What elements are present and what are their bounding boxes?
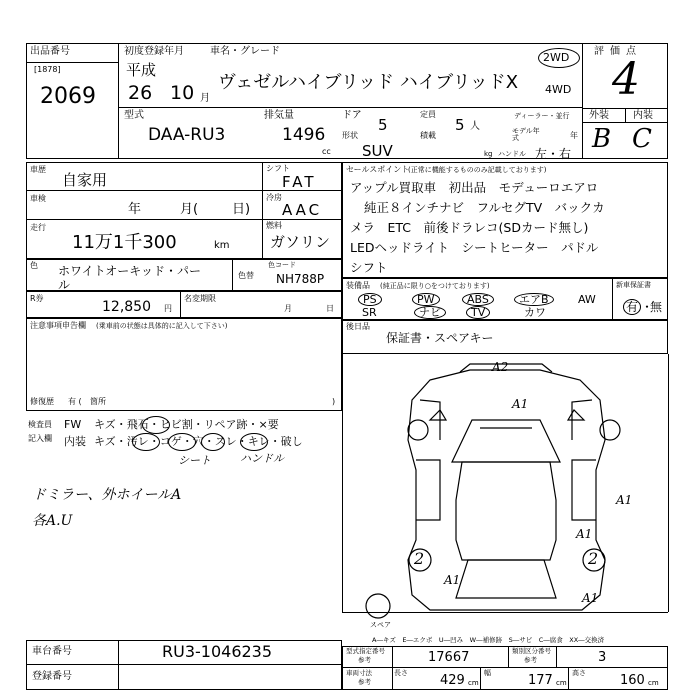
equip-abs: ABS xyxy=(462,293,494,306)
sales-points-label: セールスポイント xyxy=(346,165,410,174)
inspect-label-1: 検査員 xyxy=(28,420,52,429)
mark-a1-left-rear: A1 xyxy=(444,573,461,587)
equip-leather: カワ xyxy=(524,306,546,319)
mileage-unit: km xyxy=(214,240,230,251)
sales-point-line-5: シフト xyxy=(350,260,388,275)
warranty-dot: ・ xyxy=(641,300,654,314)
equip-tv: TV xyxy=(466,306,490,319)
steering-value: 左・右 xyxy=(535,147,572,161)
lot-sub-number: [1878] xyxy=(34,65,61,74)
inspect-fw-label: FW xyxy=(64,418,82,431)
name-change-day-unit: 日 xyxy=(326,304,334,313)
mark-a2: A2 xyxy=(492,360,509,374)
usage-label: 車歴 xyxy=(30,165,46,174)
warranty-yes: 有 xyxy=(623,299,641,315)
dealer-import-label: ディーラー・並行 xyxy=(514,112,570,120)
wheel-2-right: 2 xyxy=(588,549,599,568)
inspection-month-unit: 月( xyxy=(180,202,199,217)
hand-handle: ハンドル xyxy=(240,452,284,465)
equip-navi: ナビ xyxy=(414,306,446,319)
dimensions-ref: 参考 xyxy=(358,678,371,686)
recycle-value: 12,850 xyxy=(102,299,151,315)
exterior-value: B xyxy=(592,124,612,154)
height-value: 160 xyxy=(620,673,645,688)
shift-value: FAT xyxy=(282,173,317,191)
mark-a1-right-front: A1 xyxy=(616,493,633,507)
wheel-2-left: 2 xyxy=(414,549,425,568)
mileage-value: 11万1千300 xyxy=(72,232,177,253)
warranty-no: 無 xyxy=(650,300,663,314)
color-value-line2: ル xyxy=(58,278,71,292)
repair-close: ) xyxy=(332,397,336,406)
height-label: 高さ xyxy=(572,669,586,677)
repair-value: 有 ( xyxy=(68,397,82,406)
type-designation-value: 17667 xyxy=(428,650,470,665)
equipment-note: (純正品に限り○をつけております) xyxy=(380,282,490,290)
spare-label: スペア xyxy=(370,621,391,629)
equip-aw: AW xyxy=(578,293,596,306)
hand-seat: シート xyxy=(178,454,211,467)
recycle-unit: 円 xyxy=(164,304,172,313)
attachments-label: 後日品 xyxy=(346,322,370,331)
inspect-in-items: キズ・汚レ・コゲ・穴・スレ・キレ・破し xyxy=(94,435,303,448)
load-label: 積載 xyxy=(420,131,436,140)
mark-a1-right-rear: A1 xyxy=(576,527,593,541)
car-name-value: ヴェゼルハイブリッド ハイブリッドX xyxy=(218,72,519,93)
mark-a1-hood: A1 xyxy=(512,397,529,411)
width-value: 177 xyxy=(528,673,553,688)
color-label: 色 xyxy=(30,261,38,270)
diagram-legend: A―キズ E―エクボ U―凹み W―補修跡 S―サビ C―腐食 XX―交換済 xyxy=(372,636,605,644)
registration-month-unit: 月 xyxy=(200,93,210,104)
category-number-label: 類別区分番号 xyxy=(512,647,551,655)
equipment-label: 装備品 xyxy=(346,281,370,290)
registration-era: 平成 xyxy=(126,61,157,79)
exterior-label: 外装 xyxy=(589,110,609,121)
handwritten-note-1: ドミラー、外ホイールA xyxy=(32,487,182,503)
displacement-label: 排気量 xyxy=(264,110,294,121)
car-name-label: 車名・グレード xyxy=(210,46,280,57)
height-unit: cm xyxy=(648,679,659,687)
capacity-value: 5 xyxy=(455,116,465,134)
displacement-value: 1496 xyxy=(282,125,326,145)
warranty-label: 新車保証書 xyxy=(616,281,651,289)
category-number-ref: 参考 xyxy=(524,656,537,664)
color-code-label: 色コード xyxy=(268,261,296,269)
registration-no-label: 登録番号 xyxy=(32,671,72,682)
registration-year: 26 xyxy=(128,82,153,104)
sales-point-line-3: メラ ETC 前後ドラレコ(SDカード無し) xyxy=(350,220,589,235)
model-label: 型式 xyxy=(124,110,144,121)
aircon-value: AAC xyxy=(282,201,323,219)
inspect-label-2: 記入欄 xyxy=(28,434,52,443)
chassis-label: 車台番号 xyxy=(32,646,72,657)
dimensions-label: 車両寸法 xyxy=(346,669,372,677)
sales-point-line-2: 純正８インチナビ フルセグTV バックカ xyxy=(364,200,605,215)
interior-label: 内装 xyxy=(633,110,653,121)
handwritten-note-2: 各A.U xyxy=(32,513,73,529)
score-label: 評価点 xyxy=(594,46,642,57)
inspection-year-unit: 年 xyxy=(128,202,142,217)
color-code-value: NH788P xyxy=(276,272,325,286)
length-label: 長さ xyxy=(394,669,408,677)
chassis-value: RU3-1046235 xyxy=(162,642,273,661)
model-value: DAA-RU3 xyxy=(148,125,226,145)
category-number-value: 3 xyxy=(598,650,607,665)
aircon-label: 冷房 xyxy=(266,193,282,202)
type-designation-ref: 参考 xyxy=(358,656,371,664)
color-swap-label: 色替 xyxy=(238,271,254,280)
repair-unit: 箇所 xyxy=(90,397,106,406)
equip-airbag: エアB xyxy=(514,293,554,306)
type-designation-label: 型式指定番号 xyxy=(346,647,385,655)
usage-value: 自家用 xyxy=(62,171,108,189)
displacement-unit: cc xyxy=(322,147,331,156)
capacity-label: 定員 xyxy=(420,110,436,119)
equip-pw: PW xyxy=(412,293,440,306)
recycle-label: R券 xyxy=(30,294,44,303)
fuel-label: 燃料 xyxy=(266,221,282,230)
shape-label: 形状 xyxy=(342,131,358,140)
sales-points-note: (正常に機能するもののみ記載しております) xyxy=(408,166,547,174)
width-unit: cm xyxy=(556,679,567,687)
mark-a1-rear: A1 xyxy=(582,591,599,605)
width-label: 幅 xyxy=(484,669,491,677)
color-value-line1: ホワイトオーキッド・パー xyxy=(58,264,202,278)
inspect-fw-items: キズ・飛石・ヒビ割・リペア跡・×要 xyxy=(94,418,279,431)
capacity-unit: 人 xyxy=(470,121,480,132)
doors-value: 5 xyxy=(378,116,388,134)
equip-ps: PS xyxy=(358,293,382,306)
sales-point-line-4: LEDヘッドライト シートヒーター パドル xyxy=(350,240,599,255)
registration-label: 初度登録年月 xyxy=(124,46,184,57)
drive-4wd: 4WD xyxy=(545,83,572,96)
inspection-day-unit: 日) xyxy=(232,202,251,217)
shape-value: SUV xyxy=(362,142,393,160)
drive-2wd: 2WD xyxy=(543,51,570,64)
interior-value: C xyxy=(632,124,652,154)
name-change-month-unit: 月 xyxy=(284,304,292,313)
fuel-value: ガソリン xyxy=(270,233,331,251)
attachments-value: 保証書・スペアキー xyxy=(386,331,494,345)
inspect-in-label: 内装 xyxy=(64,435,86,448)
steering-label: ハンドル xyxy=(498,150,526,158)
model-year-unit: 年 xyxy=(570,131,578,140)
lot-number: 2069 xyxy=(40,84,96,109)
repair-label: 修復歴 xyxy=(30,397,54,406)
registration-month: 10 xyxy=(170,82,195,104)
notes-label: 注意事項申告欄 xyxy=(30,321,86,330)
notes-sub: (乗車前の状態は具体的に記入して下さい) xyxy=(96,322,228,330)
lot-label: 出品番号 xyxy=(30,46,70,57)
length-value: 429 xyxy=(440,673,465,688)
inspection-label: 車検 xyxy=(30,194,46,203)
length-unit: cm xyxy=(468,679,479,687)
equip-sr: SR xyxy=(362,306,377,319)
score-value: 4 xyxy=(612,54,640,105)
model-year-label: モデル年式 xyxy=(512,127,540,142)
shift-label: シフト xyxy=(266,164,290,173)
doors-label: ドア xyxy=(342,110,362,121)
sales-point-line-1: アップル買取車 初出品 モデューロエアロ xyxy=(350,180,599,195)
name-change-label: 名変期限 xyxy=(184,294,216,303)
load-unit: kg xyxy=(484,150,493,158)
mileage-label: 走行 xyxy=(30,223,46,232)
